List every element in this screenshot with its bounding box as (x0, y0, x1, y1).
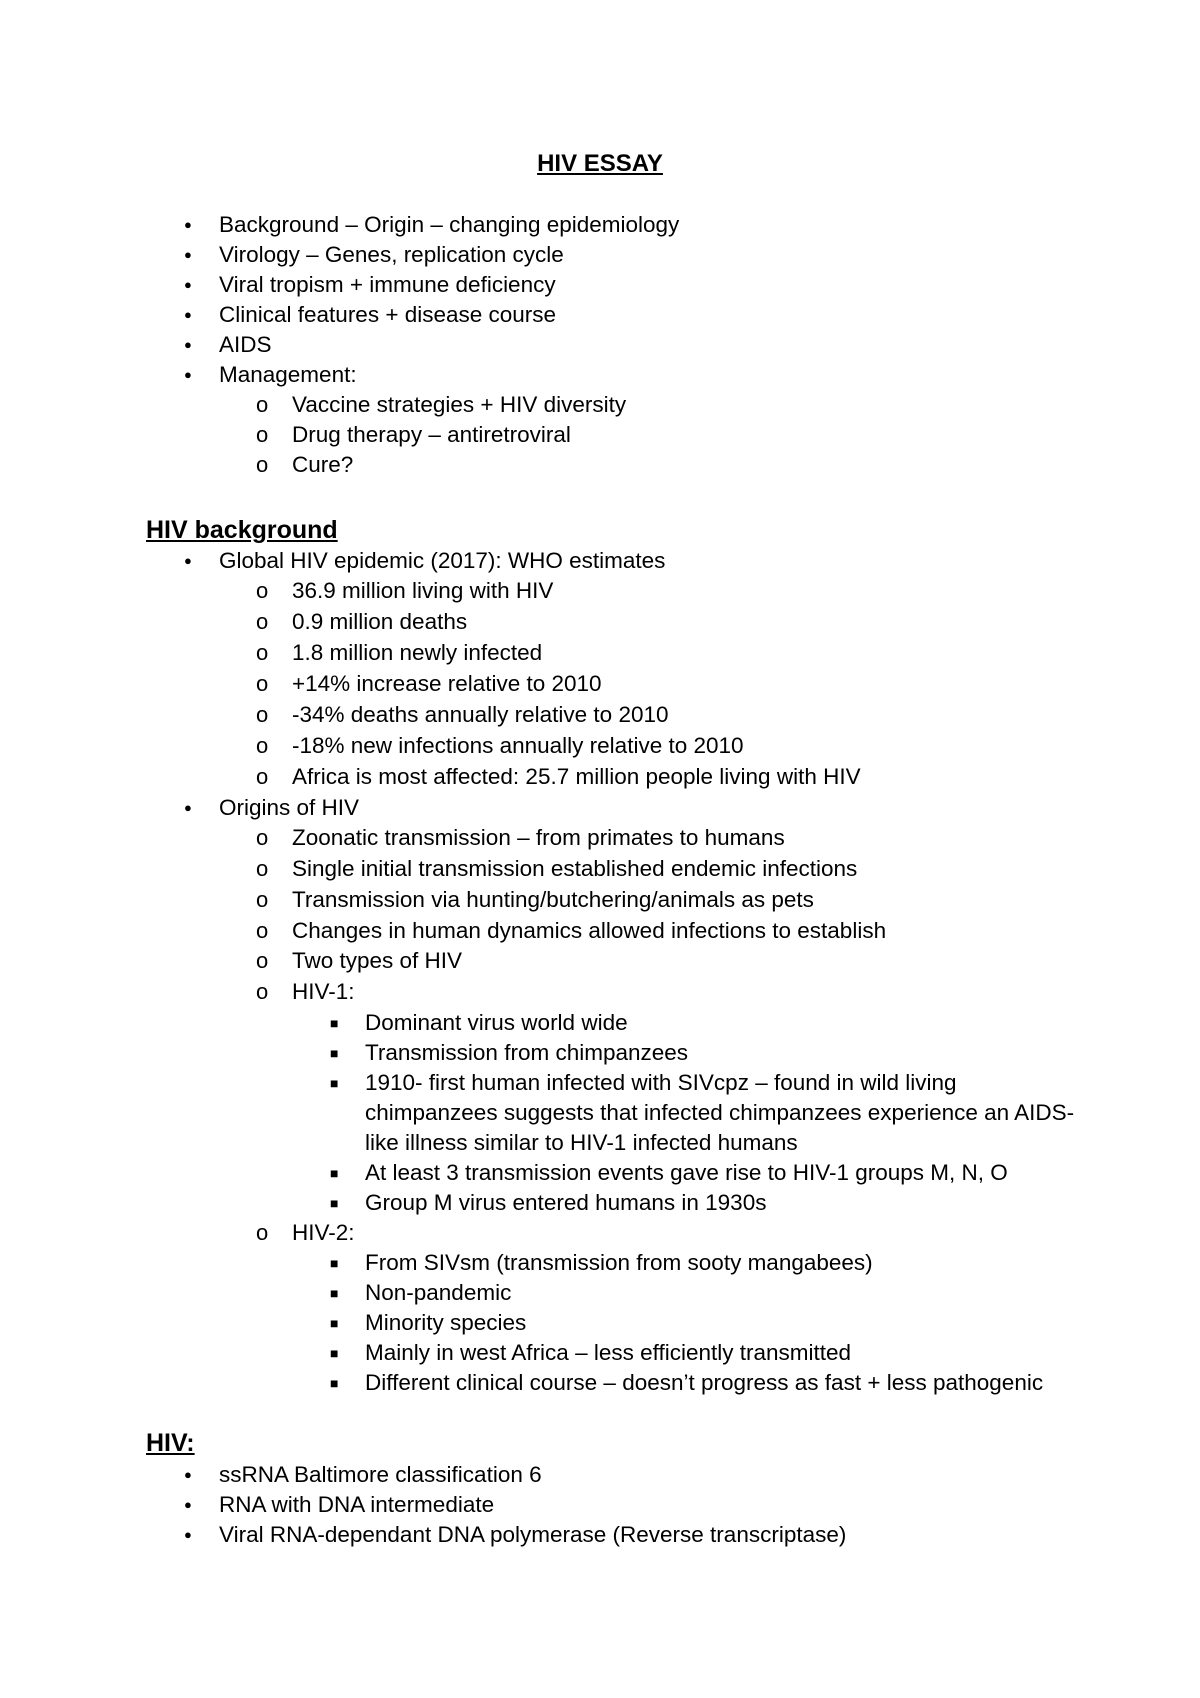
bullet-square-icon (330, 1368, 338, 1398)
bullet-dot-icon (184, 1520, 192, 1550)
bullet-dot-icon (184, 546, 192, 576)
bullet-square-icon (330, 1068, 338, 1098)
section-heading-hiv: HIV: (146, 1429, 195, 1457)
bullet-circle-icon (256, 823, 268, 853)
bullet-dot-icon (184, 1490, 192, 1520)
bullet-square-icon (330, 1158, 338, 1188)
bullet-circle-icon (256, 1218, 268, 1248)
bullet-dot-icon (184, 300, 192, 330)
section-heading-background: HIV background (146, 516, 338, 544)
bullet-dot-icon (184, 240, 192, 270)
bullet-circle-icon (256, 700, 268, 730)
bullet-circle-icon (256, 977, 268, 1007)
bullet-circle-icon (256, 916, 268, 946)
bullet-dot-icon (184, 793, 192, 823)
bullet-square-icon (330, 1188, 338, 1218)
bullet-circle-icon (256, 731, 268, 761)
bullet-circle-icon (256, 946, 268, 976)
bullet-square-icon (330, 1248, 338, 1278)
bullet-circle-icon (256, 638, 268, 668)
bullet-square-icon (330, 1308, 338, 1338)
bullet-circle-icon (256, 854, 268, 884)
document-page: HIV ESSAY ● Background – Origin – changing epidemiology ● Virology – Genes, replication cycle ● Viral tropism + immune deficiency ● Clinical features + disease course ● AIDS ● Management: o Vaccine strategies + HIV diversity o Drug therapy – antiretroviral o Cure? HIV background ● Global HIV epidemic (2017): WHO estimates o 36.9 million living with HIV o 0.9 million deaths o 1.8 million newly infected o +14% increase relative to 2010 o -34% deaths annually relative to 2010 o -18% new infections annually relative to 2010 o Africa is most affected: 25.7 million people living with HIV ● Origins of HIV o Zoonatic transmission – from primates to humans o Single initial transmission established endemic infections o Transmission via hunting/butchering/animals as pets o Changes in human dynamics allowed infections to establish o Two types of HIV o HIV-1: ■ Dominant virus world wide ■ Transmission from chimpanzees ■ 1910- first human infected with SIVcpz – found in wild living chimpanzees suggests that infected chimpanzees experience an AIDS- like illness similar to HIV-1 infected humans ■ At least 3 transmission events gave rise to HIV-1 groups M, N, O ■ Group M virus entered humans in 1930s o HIV-2: ■ From SIVsm (transmission from sooty mangabees) ■ Non-pandemic ■ Minority species ■ Mainly in west Africa – less efficiently transmitted ■ Different clinical course – doesn’t progress as fast + less pathogenic HIV: ● ssRNA Baltimore classification 6 ● RNA with DNA intermediate ● Viral RNA-dependant DNA polymerase (Reverse transcriptase) (0, 0, 1200, 1698)
bullet-circle-icon (256, 576, 268, 606)
bullet-circle-icon (256, 669, 268, 699)
bullet-square-icon (330, 1008, 338, 1038)
bullet-circle-icon (256, 885, 268, 915)
bullet-dot-icon (184, 270, 192, 300)
bullet-dot-icon (184, 330, 192, 360)
bullet-square-icon (330, 1338, 338, 1368)
bullet-dot-icon (184, 210, 192, 240)
bullet-circle-icon (256, 390, 268, 420)
bullet-circle-icon (256, 420, 268, 450)
bullet-square-icon (330, 1278, 338, 1308)
bullet-circle-icon (256, 450, 268, 480)
bullet-dot-icon (184, 1460, 192, 1490)
bullet-circle-icon (256, 762, 268, 792)
bullet-dot-icon (184, 360, 192, 390)
bullet-square-icon (330, 1038, 338, 1068)
document-title: HIV ESSAY (537, 150, 663, 177)
bullet-circle-icon (256, 607, 268, 637)
